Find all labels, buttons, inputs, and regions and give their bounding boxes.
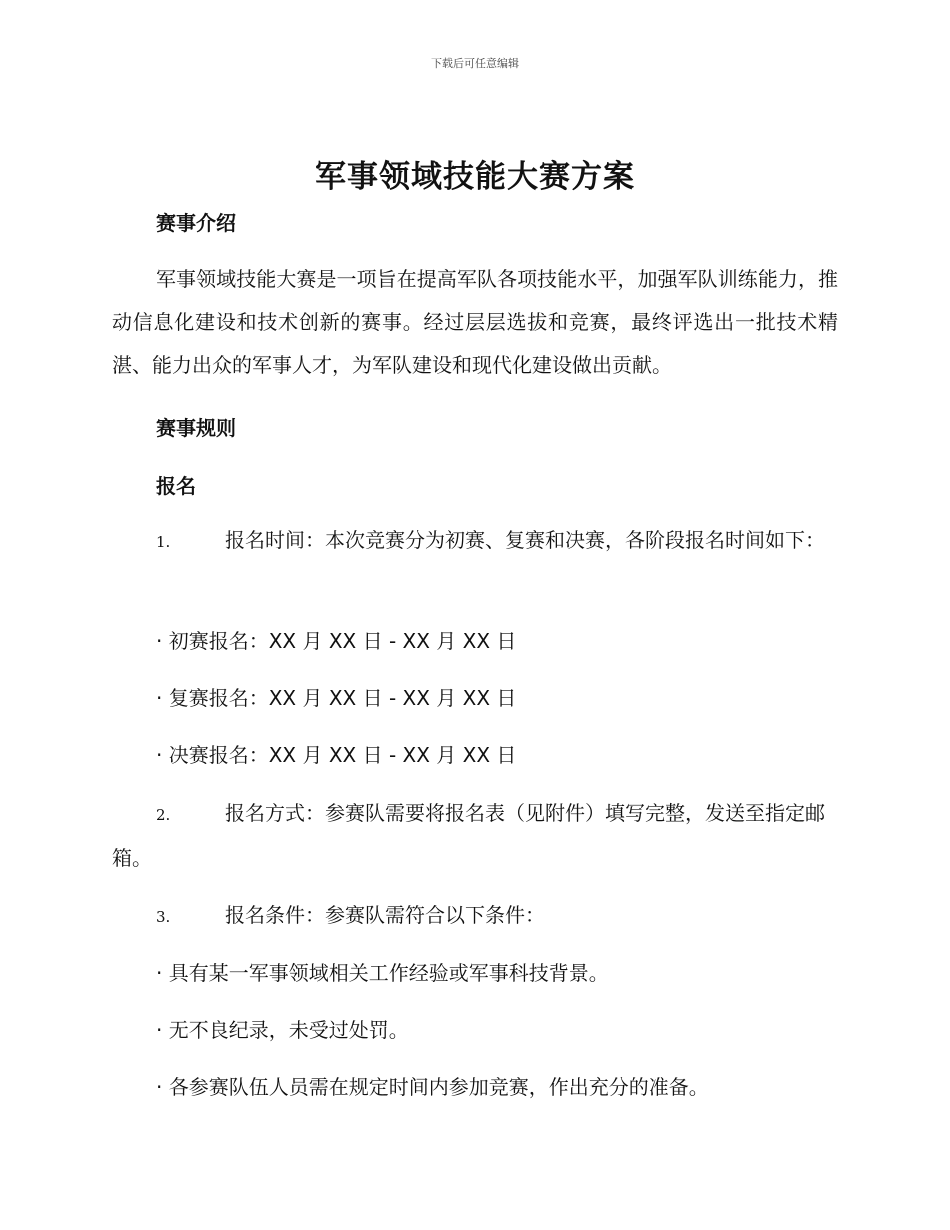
list-item-signup-time	[112, 519, 838, 564]
list-item-text: 报名时间：本次竞赛分为初赛、复赛和决赛，各阶段报名时间如下：	[225, 528, 825, 552]
list-item-signup-method	[112, 792, 838, 880]
section-heading-signup: 报名	[156, 474, 196, 498]
bullet-final: · 决赛报名：XX 月 XX 日 - XX 月 XX 日	[156, 743, 517, 767]
document-title: 军事领域技能大赛方案	[315, 159, 635, 195]
section-heading-intro: 赛事介绍	[156, 211, 236, 235]
list-number: 2.	[156, 806, 171, 824]
bullet-condition-record: · 无不良纪录，未受过处罚。	[156, 1018, 409, 1042]
list-item-text: 报名方式：参赛队需要将报名表（见附件）填写完整，发送至指定邮箱。	[112, 801, 825, 870]
bullet-semifinal: · 复赛报名：XX 月 XX 日 - XX 月 XX 日	[156, 686, 517, 710]
page-header: 下载后可任意编辑	[431, 57, 519, 70]
bullet-preliminary: · 初赛报名：XX 月 XX 日 - XX 月 XX 日	[156, 629, 517, 653]
list-number: 3.	[156, 908, 171, 926]
list-item-signup-conditions	[112, 894, 838, 939]
intro-paragraph: 军事领域技能大赛是一项旨在提高军队各项技能水平，加强军队训练能力，推动信息化建设和技术创新的赛事。经过层层选拔和竞赛，最终评选出一批技术精湛、能力出众的军事人才，为军队建设和现代化建设做出贡献。	[112, 267, 838, 377]
list-item-text: 报名条件：参赛队需符合以下条件：	[225, 903, 545, 927]
bullet-condition-attendance: · 各参赛队伍人员需在规定时间内参加竞赛，作出充分的准备。	[156, 1075, 709, 1099]
list-number: 1.	[156, 533, 171, 551]
section-heading-rules: 赛事规则	[156, 416, 236, 440]
bullet-condition-experience: · 具有某一军事领域相关工作经验或军事科技背景。	[156, 961, 609, 985]
